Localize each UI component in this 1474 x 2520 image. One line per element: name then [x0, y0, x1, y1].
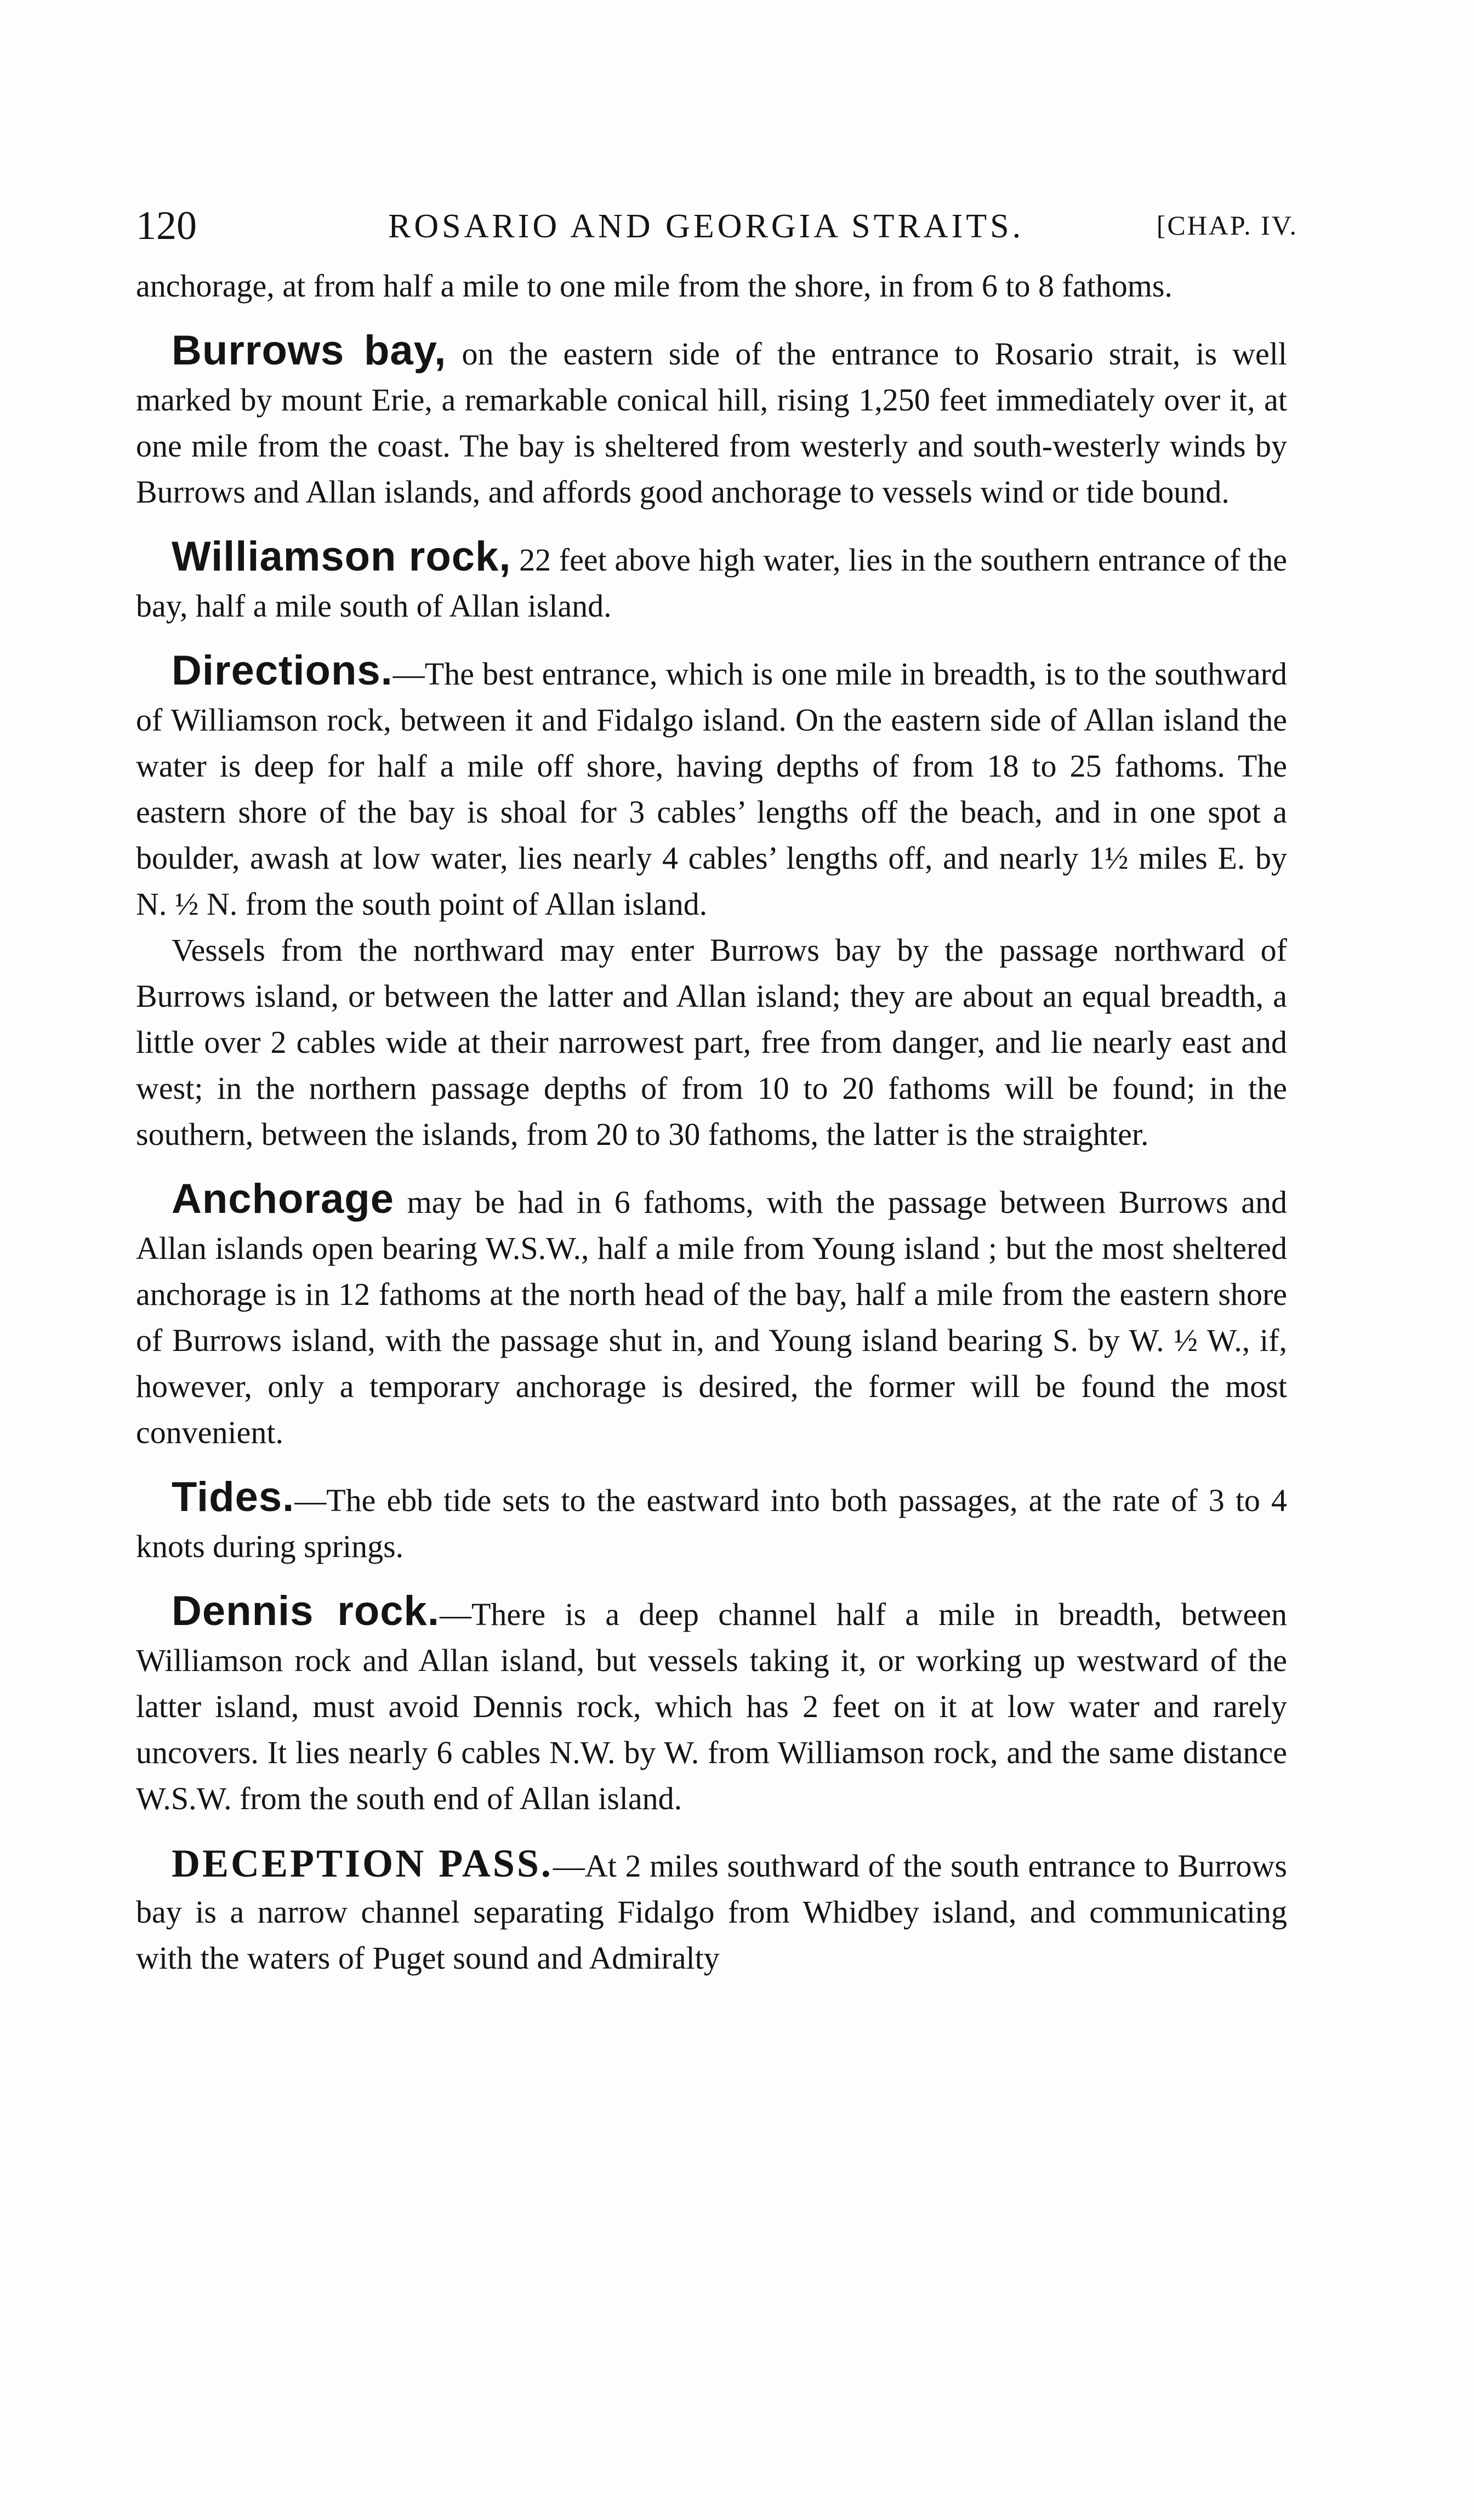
section-heading: Williamson rock,: [172, 533, 511, 580]
section-text: —The ebb tide sets to the eastward into both passages, at the rate of 3 to 4 knots during springs.: [136, 1483, 1287, 1564]
section-deception-pass: [136, 1840, 1287, 1981]
section-heading: Burrows bay,: [172, 327, 447, 374]
running-head: [136, 203, 1298, 263]
chapter-marker: [CHAP. IV.: [1156, 210, 1298, 241]
section-heading: Directions.: [172, 647, 393, 694]
page-number: 120: [136, 203, 197, 248]
section-text: Vessels from the northward may enter Burrows bay by the passage northward of Burrows island, or between the latter and Allan island; they are about an equal breadth, a little over 2 cables wide at their narrowest part, free from danger, and lie nearly east and west; in the northern passage depths of from 10 to 20 fathoms will be found; in the southern, between the islands, from 20 to 30 fathoms, the latter is the straighter.: [136, 932, 1287, 1152]
section-text: —At 2 miles southward of the south entrance to Burrows bay is a narrow channel separating Fidalgo from Whidbey island, and communicating with the waters of Puget sound and Admiralty: [136, 1848, 1288, 1976]
section-heading: Tides.: [172, 1474, 295, 1520]
section-heading: Anchorage: [172, 1176, 394, 1222]
section-text: —The best entrance, which is one mile in breadth, is to the southward of Williamson rock, between it and Fidalgo island. On the eastern side of Allan island the water is deep for half a mile off shore, having depths of from 18 to 25 fathoms. The eastern shore of the bay is shoal for 3 cables’ lengths off the beach, and in one spot a boulder, awash at low water, lies nearly 4 cables’ lengths off, and nearly 1½ miles E. by N. ½ N. from the south point of Allan island.: [136, 656, 1287, 922]
section-directions: [136, 648, 1287, 927]
section-burrows-bay: [136, 328, 1287, 515]
page: [136, 203, 1298, 1981]
running-title: ROSARIO AND GEORGIA STRAITS.: [388, 208, 1025, 245]
section-williamson-rock: [136, 534, 1287, 629]
paragraph-vessels: [136, 927, 1287, 1158]
section-text: 22 feet above high water, lies in the southern entrance of the bay, half a mile south of Allan island.: [136, 542, 1287, 624]
section-heading: DECEPTION PASS.: [172, 1841, 553, 1885]
continuation-paragraph: anchorage, at from half a mile to one mile from the shore, in from 6 to 8 fathoms.: [136, 268, 1173, 304]
section-heading: Dennis rock.: [172, 1588, 440, 1634]
section-tides: [136, 1474, 1287, 1570]
section-anchorage: [136, 1176, 1287, 1456]
section-text: on the eastern side of the entrance to Rosario strait, is well marked by mount Erie, a remarkable conical hill, rising 1,250 feet immediately over it, at one mile from the coast. The bay is sheltered from westerly and south-westerly winds by Burrows and Allan islands, and affords good anchorage to vessels wind or tide bound.: [136, 336, 1287, 510]
section-text: may be had in 6 fathoms, with the passage between Burrows and Allan islands open bearing W.S.W., half a mile from Young island ; but the most sheltered anchorage is in 12 fathoms at the north head of the bay, half a mile from the eastern shore of Burrows island, with the passage shut in, and Young island bearing S. by W. ½ W., if, however, only a temporary anchorage is desired, the former will be found the most convenient.: [136, 1184, 1287, 1450]
section-text: —There is a deep channel half a mile in breadth, between Williamson rock and Allan island, but vessels taking it, or working up westward of the latter island, must avoid Dennis rock, which has 2 feet on it at low water and rarely uncovers. It lies nearly 6 cables N.W. by W. from Williamson rock, and the same distance W.S.W. from the south end of Allan island.: [136, 1597, 1287, 1816]
section-dennis-rock: [136, 1588, 1287, 1822]
